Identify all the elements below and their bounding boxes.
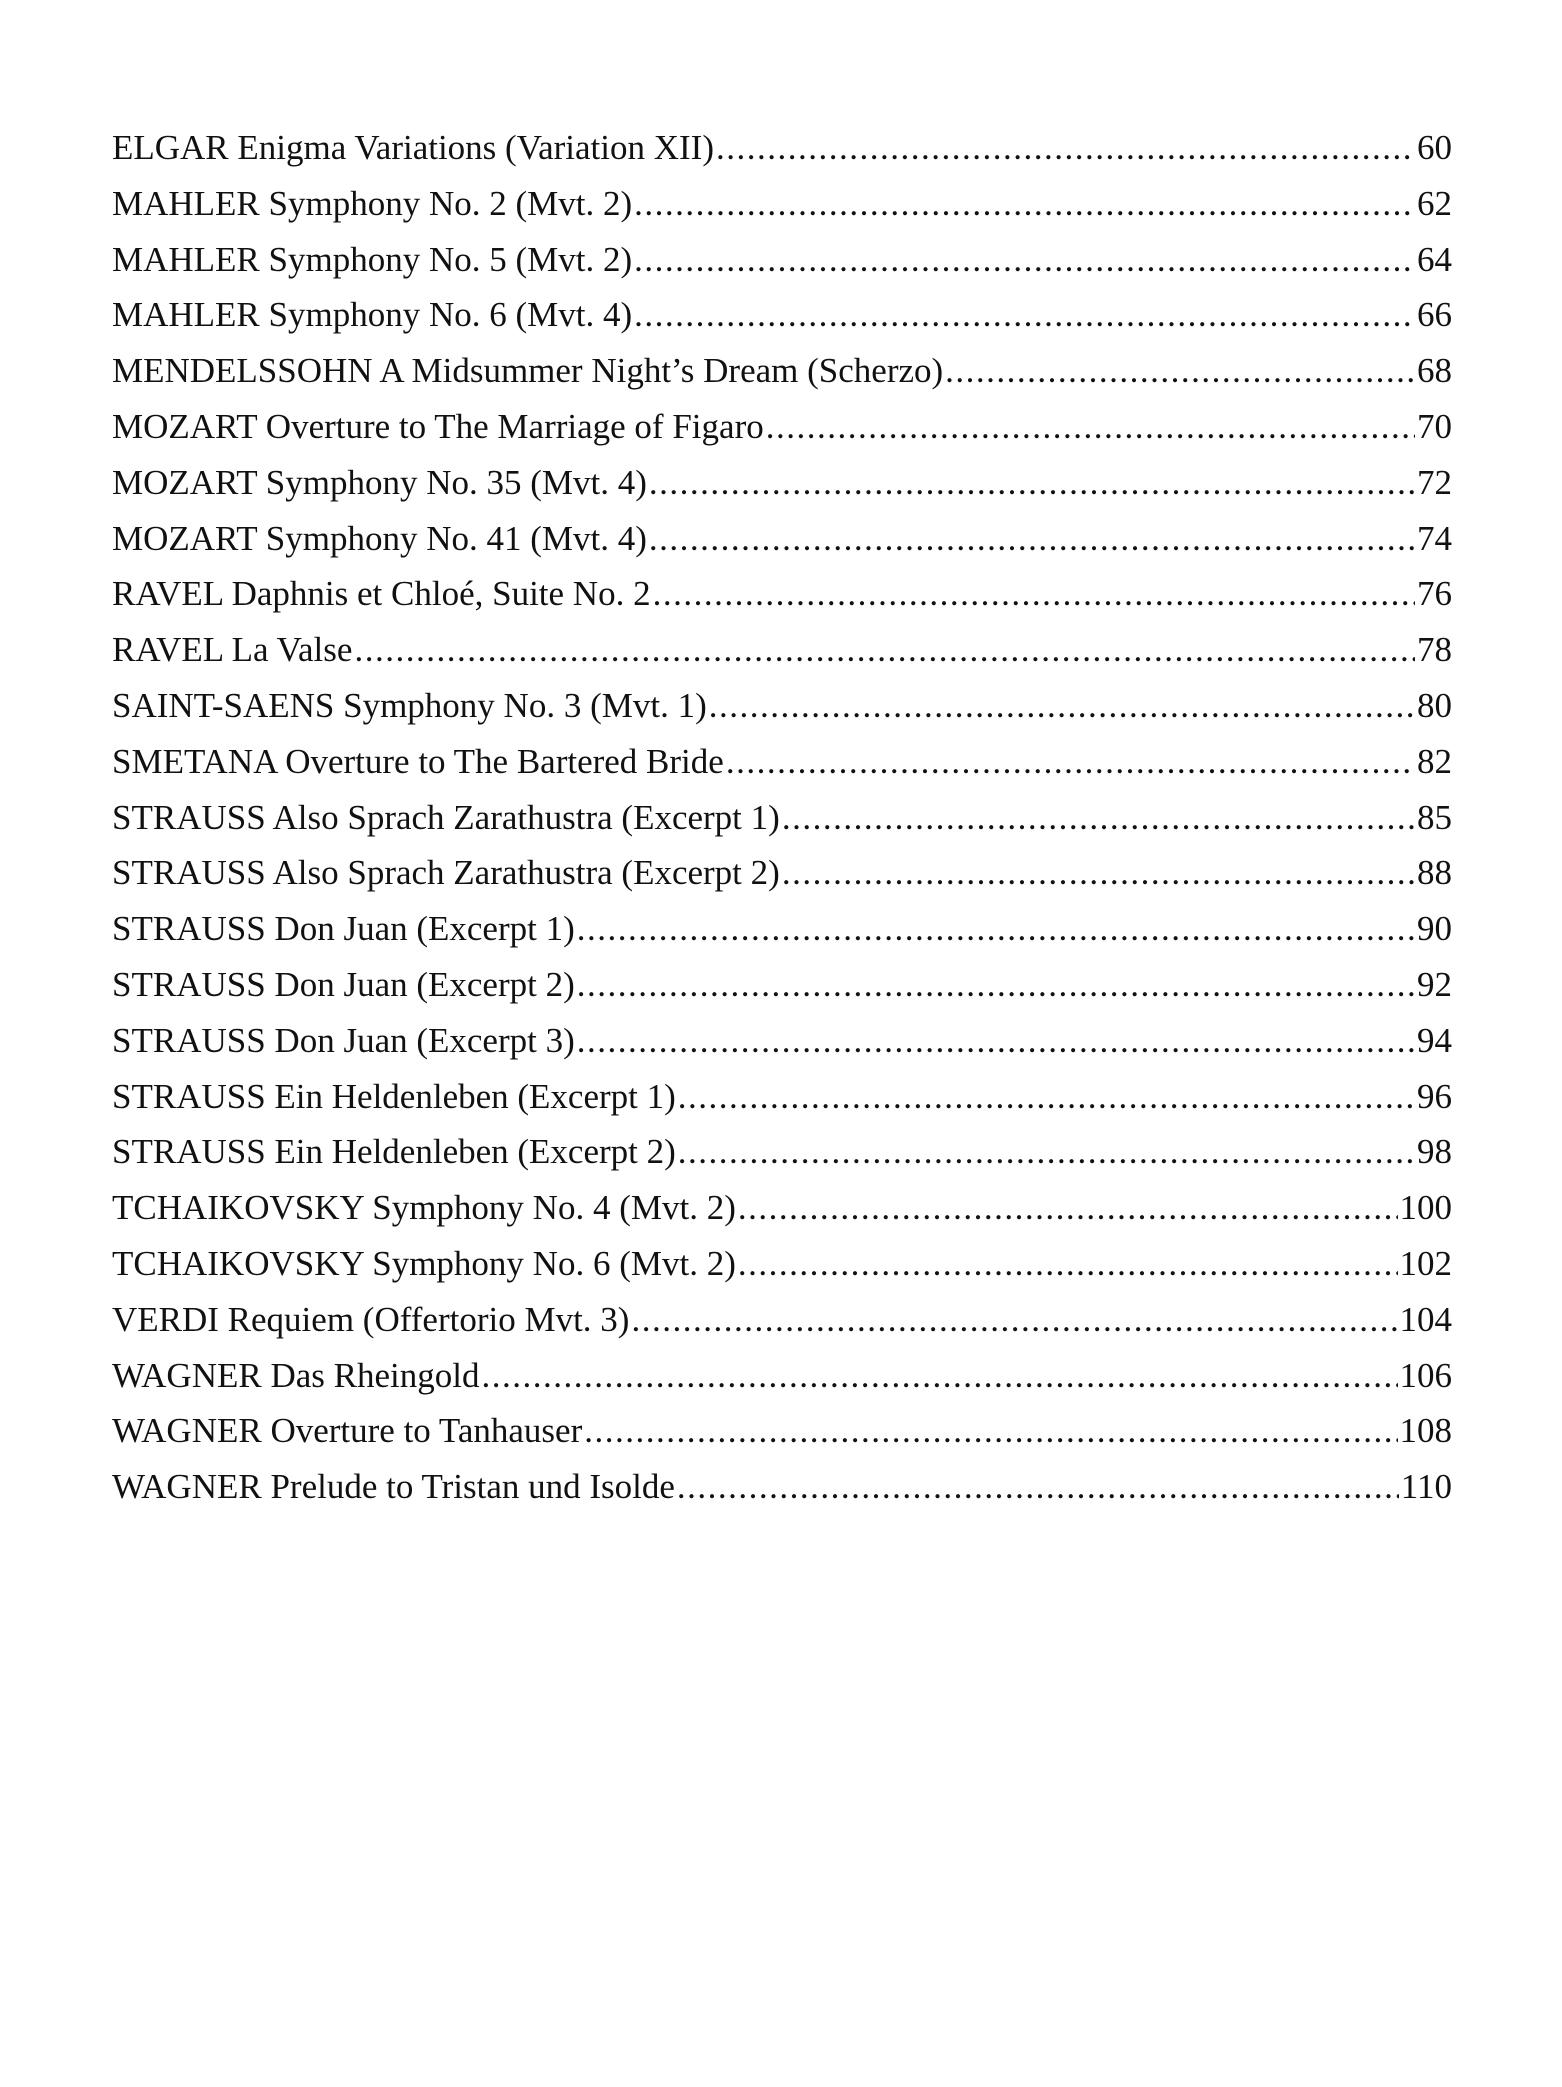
toc-entry [112, 1403, 1452, 1459]
toc-entry [112, 622, 1452, 678]
toc-entry [112, 287, 1452, 343]
entry-page-number: 94 [1417, 1020, 1452, 1060]
dot-leader [577, 957, 1415, 1013]
entry-page-number: 72 [1417, 462, 1452, 502]
entry-page-number: 82 [1417, 741, 1452, 781]
entry-title: WAGNER Overture to Tanhauser [112, 1411, 583, 1451]
entry-title: VERDI Requiem (Offertorio Mvt. 3) [112, 1299, 630, 1339]
dot-leader [354, 622, 1415, 678]
entry-title: MAHLER Symphony No. 5 (Mvt. 2) [112, 239, 633, 279]
dot-leader [577, 901, 1415, 957]
entry-title: RAVEL Daphnis et Chloé, Suite No. 2 [112, 574, 651, 614]
dot-leader [766, 399, 1415, 455]
toc-entry [112, 1124, 1452, 1180]
toc-entry [112, 901, 1452, 957]
dot-leader [726, 734, 1415, 790]
toc-entry [112, 1348, 1452, 1404]
entry-title: STRAUSS Also Sprach Zarathustra (Excerpt 2) [112, 853, 780, 893]
toc-entry [112, 957, 1452, 1013]
dot-leader [634, 287, 1415, 343]
table-of-contents [112, 120, 1452, 1515]
entry-title: STRAUSS Don Juan (Excerpt 3) [112, 1020, 575, 1060]
dot-leader [738, 1236, 1398, 1292]
dot-leader [945, 343, 1415, 399]
entry-page-number: 64 [1417, 239, 1452, 279]
toc-entry [112, 790, 1452, 846]
toc-entry [112, 734, 1452, 790]
toc-entry [112, 1236, 1452, 1292]
dot-leader [577, 1013, 1415, 1069]
toc-entry [112, 1180, 1452, 1236]
toc-entry [112, 845, 1452, 901]
toc-entry [112, 455, 1452, 511]
entry-title: ELGAR Enigma Variations (Variation XII) [112, 128, 714, 167]
entry-page-number: 85 [1417, 797, 1452, 837]
entry-title: MENDELSSOHN A Midsummer Night’s Dream (Scherzo) [112, 351, 944, 391]
entry-title: MAHLER Symphony No. 2 (Mvt. 2) [112, 183, 633, 223]
entry-page-number: 110 [1400, 1467, 1452, 1507]
toc-entry [112, 566, 1452, 622]
entry-page-number: 98 [1417, 1132, 1452, 1172]
dot-leader [631, 1292, 1397, 1348]
entry-page-number: 90 [1417, 909, 1452, 949]
dot-leader [634, 176, 1415, 232]
dot-leader [678, 1124, 1415, 1180]
entry-page-number: 76 [1417, 574, 1452, 614]
entry-page-number: 104 [1399, 1299, 1452, 1339]
dot-leader [481, 1348, 1397, 1404]
entry-title: TCHAIKOVSKY Symphony No. 4 (Mvt. 2) [112, 1188, 736, 1228]
dot-leader [782, 845, 1415, 901]
entry-title: RAVEL La Valse [112, 630, 353, 670]
dot-leader [649, 511, 1415, 567]
entry-title: STRAUSS Don Juan (Excerpt 2) [112, 964, 575, 1004]
entry-title: STRAUSS Also Sprach Zarathustra (Excerpt 1) [112, 797, 780, 837]
entry-title: TCHAIKOVSKY Symphony No. 6 (Mvt. 2) [112, 1243, 736, 1283]
toc-entry [112, 1069, 1452, 1125]
entry-page-number: 62 [1417, 183, 1452, 223]
entry-page-number: 100 [1399, 1188, 1452, 1228]
entry-page-number: 102 [1399, 1243, 1452, 1283]
entry-title: MOZART Symphony No. 35 (Mvt. 4) [112, 462, 647, 502]
dot-leader [738, 1180, 1398, 1236]
entry-page-number: 88 [1417, 853, 1452, 893]
dot-leader [716, 120, 1415, 176]
entry-page-number: 66 [1417, 295, 1452, 335]
entry-page-number: 68 [1417, 351, 1452, 391]
entry-title: SMETANA Overture to The Bartered Bride [112, 741, 724, 781]
entry-page-number: 60 [1417, 128, 1452, 167]
dot-leader [677, 1459, 1399, 1515]
entry-page-number: 70 [1417, 406, 1452, 446]
entry-page-number: 106 [1399, 1355, 1452, 1395]
toc-entry [112, 1292, 1452, 1348]
toc-entry [112, 176, 1452, 232]
dot-leader [649, 455, 1415, 511]
dot-leader [634, 232, 1415, 288]
dot-leader [782, 790, 1415, 846]
entry-page-number: 74 [1417, 518, 1452, 558]
toc-entry [112, 343, 1452, 399]
dot-leader [678, 1069, 1415, 1125]
entry-page-number: 78 [1417, 630, 1452, 670]
toc-entry [112, 511, 1452, 567]
toc-entry [112, 1459, 1452, 1515]
dot-leader [584, 1403, 1397, 1459]
entry-title: WAGNER Prelude to Tristan und Isolde [112, 1467, 675, 1507]
entry-title: MOZART Overture to The Marriage of Figaro [112, 406, 764, 446]
toc-entry [112, 399, 1452, 455]
entry-title: SAINT-SAENS Symphony No. 3 (Mvt. 1) [112, 685, 707, 725]
entry-title: WAGNER Das Rheingold [112, 1355, 480, 1395]
toc-entry [112, 120, 1452, 176]
toc-entry [112, 678, 1452, 734]
entry-title: STRAUSS Don Juan (Excerpt 1) [112, 909, 575, 949]
entry-page-number: 108 [1399, 1411, 1452, 1451]
entry-title: STRAUSS Ein Heldenleben (Excerpt 1) [112, 1076, 676, 1116]
entry-title: STRAUSS Ein Heldenleben (Excerpt 2) [112, 1132, 676, 1172]
entry-page-number: 92 [1417, 964, 1452, 1004]
dot-leader [653, 566, 1415, 622]
toc-entry [112, 232, 1452, 288]
toc-entry [112, 1013, 1452, 1069]
entry-page-number: 80 [1417, 685, 1452, 725]
dot-leader [709, 678, 1415, 734]
entry-page-number: 96 [1417, 1076, 1452, 1116]
entry-title: MOZART Symphony No. 41 (Mvt. 4) [112, 518, 647, 558]
entry-title: MAHLER Symphony No. 6 (Mvt. 4) [112, 295, 633, 335]
